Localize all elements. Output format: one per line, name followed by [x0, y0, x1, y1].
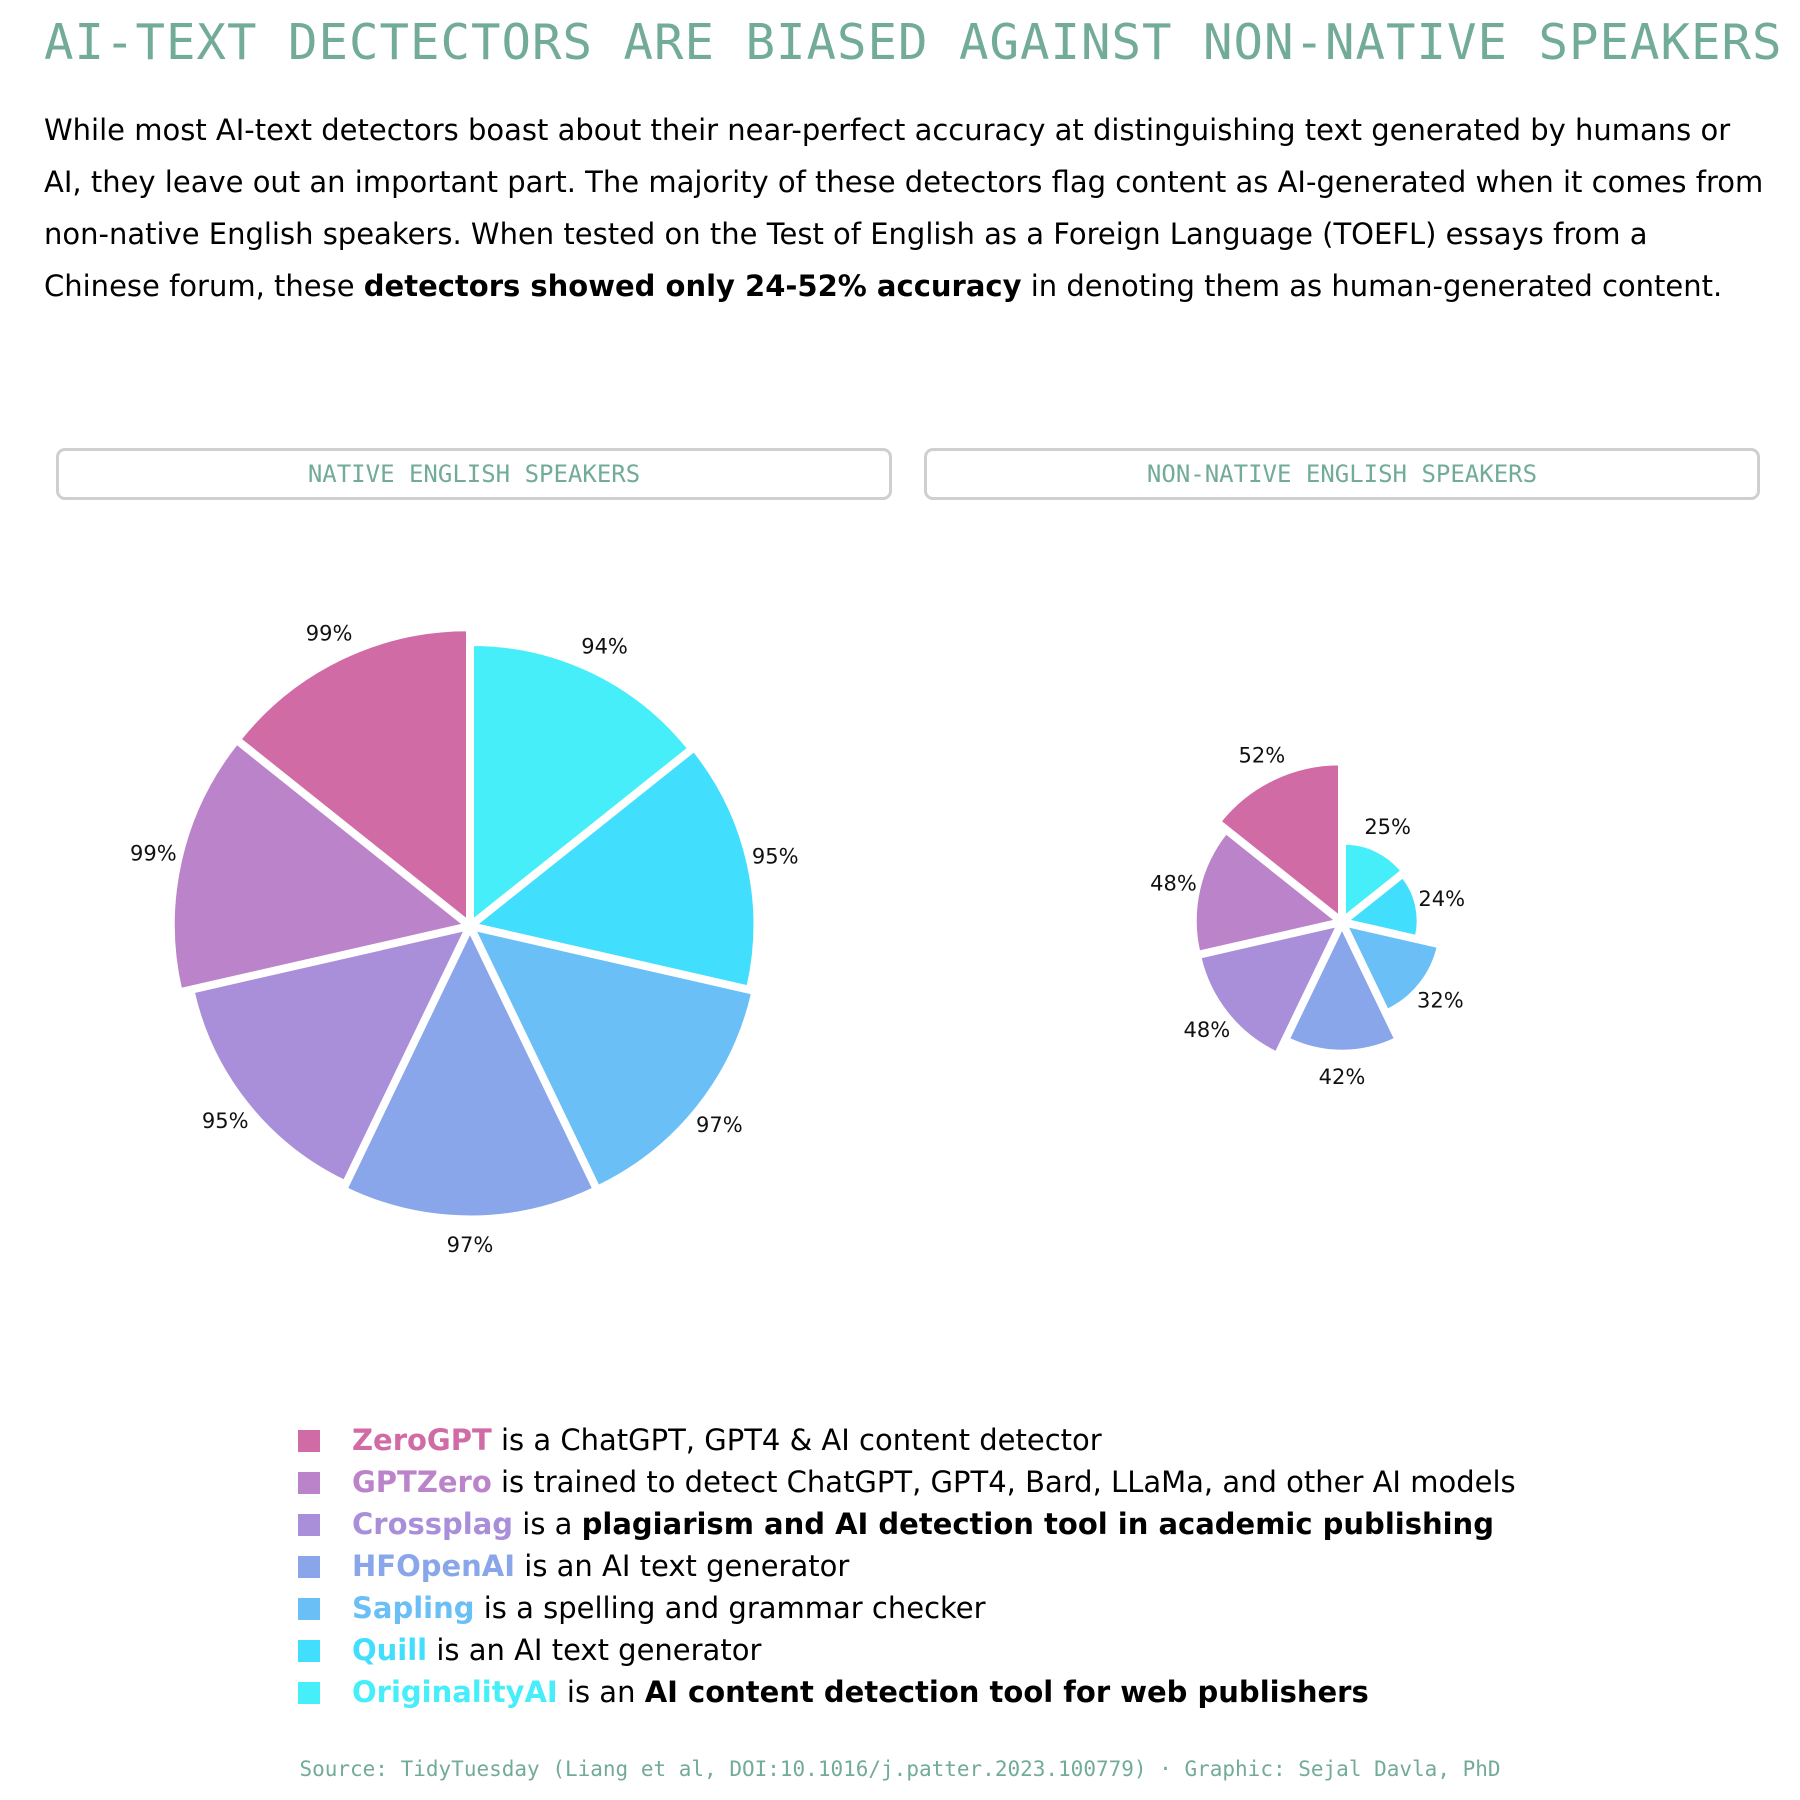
intro-paragraph [44, 104, 1764, 312]
legend-name: HFOpenAI [352, 1549, 516, 1583]
legend-name: Sapling [352, 1591, 475, 1625]
native-label-quill: 95% [751, 844, 799, 869]
legend-swatch [298, 1682, 320, 1704]
legend-swatch [298, 1472, 320, 1494]
legend-description-bold: plagiarism and AI detection tool in academic publishing [581, 1507, 1494, 1541]
legend-item-zerogpt [298, 1419, 1516, 1461]
non-native-label-gptzero: 48% [1150, 871, 1197, 896]
legend-description: is a spelling and grammar checker [474, 1591, 986, 1625]
legend-description: is trained to detect ChatGPT, GPT4, Bard, LLaMa, and other AI models [491, 1465, 1516, 1499]
pie-charts [0, 520, 1800, 1300]
legend-name: ZeroGPT [352, 1423, 492, 1457]
legend-item-sapling [298, 1587, 1516, 1629]
legend-item-hfopenai [298, 1545, 1516, 1587]
intro-highlight: detectors showed only 24-52% accuracy [363, 269, 1022, 303]
native-label-crossplag: 95% [201, 1109, 249, 1134]
panel-header-native: NATIVE ENGLISH SPEAKERS [56, 448, 892, 500]
legend-name: Quill [352, 1633, 428, 1667]
legend-swatch [298, 1598, 320, 1620]
legend-swatch [298, 1640, 320, 1662]
non-native-label-zerogpt: 52% [1238, 743, 1286, 768]
native-label-gptzero: 99% [129, 841, 177, 866]
legend-name: Crossplag [352, 1507, 514, 1541]
legend-name: OriginalityAI [352, 1675, 558, 1709]
legend-item-gptzero [298, 1461, 1516, 1503]
legend-item-originalityai [298, 1671, 1516, 1713]
non-native-label-originalityai: 25% [1364, 815, 1412, 840]
page-title: AI-TEXT DECTECTORS ARE BIASED AGAINST NON-NATIVE SPEAKERS [44, 14, 1783, 71]
non-native-label-crossplag: 48% [1183, 1017, 1231, 1042]
legend-description: is an AI text generator [515, 1549, 850, 1583]
native-label-zerogpt: 99% [305, 621, 353, 646]
legend-description-bold: AI content detection tool for web publishers [644, 1675, 1369, 1709]
legend-name: GPTZero [352, 1465, 492, 1499]
native-label-originalityai: 94% [581, 634, 628, 659]
non-native-label-hfopenai: 42% [1318, 1065, 1366, 1090]
source-caption: Source: TidyTuesday (Liang et al, DOI:10.1016/j.patter.2023.100779) · Graphic: Sejal Davla, PhD [299, 1757, 1501, 1781]
pie-native [130, 621, 799, 1257]
legend-description: is a [513, 1507, 582, 1541]
intro-text-after: in denoting them as human-generated content. [1021, 269, 1723, 303]
non-native-label-sapling: 32% [1417, 988, 1464, 1013]
legend-description: is a ChatGPT, GPT4 & AI content detector [491, 1423, 1102, 1457]
panel-header-non-native: NON-NATIVE ENGLISH SPEAKERS [924, 448, 1760, 500]
legend-item-crossplag [298, 1503, 1516, 1545]
legend-item-quill [298, 1629, 1516, 1671]
legend-description: is an [557, 1675, 645, 1709]
pie-non-native [1150, 744, 1465, 1090]
non-native-label-quill: 24% [1418, 887, 1466, 912]
legend-swatch [298, 1514, 320, 1536]
legend-description: is an AI text generator [427, 1633, 762, 1667]
native-label-sapling: 97% [696, 1112, 743, 1137]
legend [298, 1419, 1516, 1713]
intro-text-before: While most AI-text detectors boast about their near-perfect accuracy at distinguishing text generated by humans or AI, they leave out an important part. The majority of these detectors flag content as AI-generated when it comes from non-native English speakers. When tested on the Test of English as a Foreign Language (TOEFL) essays from a Chinese forum, these [44, 113, 1764, 303]
legend-swatch [298, 1556, 320, 1578]
native-label-hfopenai: 97% [446, 1232, 494, 1257]
legend-swatch [298, 1430, 320, 1452]
